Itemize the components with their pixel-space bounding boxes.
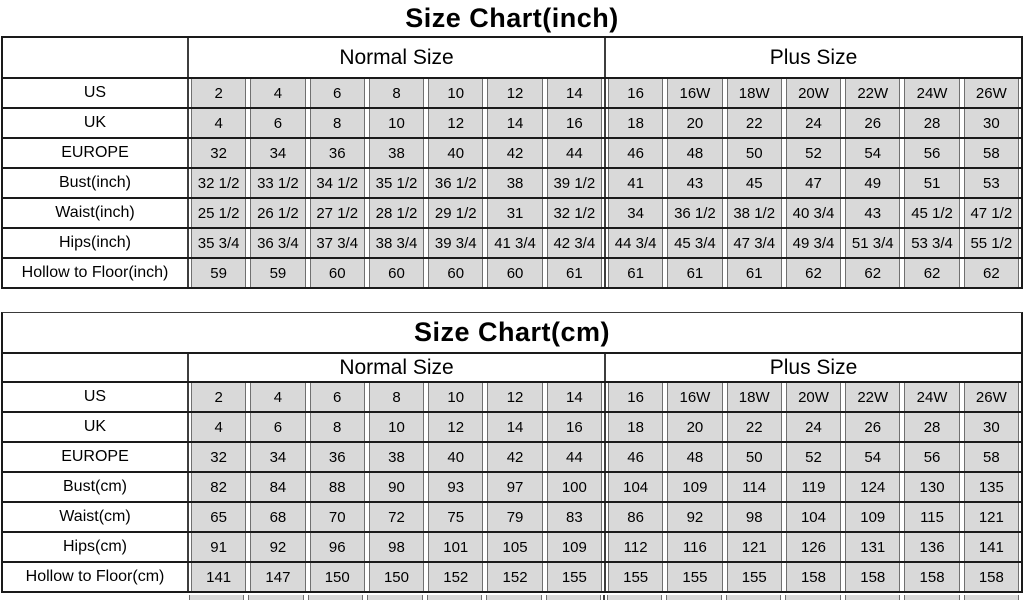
size-cell: 41 bbox=[608, 169, 663, 197]
table-row-hips-cm bbox=[3, 531, 1021, 561]
size-cell: 47 1/2 bbox=[964, 199, 1019, 227]
size-cell: 155 bbox=[727, 563, 782, 591]
cutoff-size-cell bbox=[546, 595, 601, 600]
size-cell: 10 bbox=[369, 413, 424, 441]
size-cell: 60 bbox=[369, 259, 424, 287]
size-cell: 130 bbox=[904, 473, 959, 501]
size-cell: 40 bbox=[428, 139, 483, 167]
size-cell: 109 bbox=[547, 533, 602, 561]
size-cell: 46 bbox=[608, 139, 663, 167]
table-row-us bbox=[3, 77, 1021, 107]
size-cell: 22 bbox=[727, 109, 782, 137]
size-cell: 147 bbox=[250, 563, 305, 591]
size-cell: 4 bbox=[191, 109, 246, 137]
size-cell: 22W bbox=[845, 383, 900, 411]
size-chart-cm-title-band bbox=[1, 312, 1023, 352]
plus-size-group bbox=[604, 139, 1021, 167]
size-cell: 8 bbox=[369, 79, 424, 107]
cutoff-size-cell bbox=[964, 595, 1019, 600]
size-cell: 37 3/4 bbox=[310, 229, 365, 257]
normal-size-group bbox=[189, 443, 604, 471]
size-cell: 131 bbox=[845, 533, 900, 561]
size-cell: 59 bbox=[250, 259, 305, 287]
cutoff-size-cell bbox=[427, 595, 482, 600]
size-cell: 101 bbox=[428, 533, 483, 561]
size-chart-inch-section bbox=[0, 0, 1024, 289]
size-cell: 141 bbox=[191, 563, 246, 591]
size-cell: 45 bbox=[727, 169, 782, 197]
size-cell: 38 bbox=[369, 139, 424, 167]
size-cell: 60 bbox=[487, 259, 542, 287]
table-row-hips-inch bbox=[3, 227, 1021, 257]
size-cell: 12 bbox=[428, 109, 483, 137]
size-cell: 36 3/4 bbox=[250, 229, 305, 257]
size-cell: 26 bbox=[845, 413, 900, 441]
normal-size-group bbox=[189, 473, 604, 501]
size-cell: 4 bbox=[191, 413, 246, 441]
size-cell: 24 bbox=[786, 109, 841, 137]
size-cell: 47 bbox=[786, 169, 841, 197]
corner-cell bbox=[3, 38, 189, 77]
cutoff-size-cell bbox=[666, 595, 721, 600]
size-cell: 44 bbox=[547, 139, 602, 167]
size-cell: 61 bbox=[667, 259, 722, 287]
size-cell: 31 bbox=[487, 199, 542, 227]
size-cell: 50 bbox=[727, 139, 782, 167]
size-cell: 28 bbox=[904, 413, 959, 441]
size-cell: 32 1/2 bbox=[191, 169, 246, 197]
size-cell: 75 bbox=[428, 503, 483, 531]
normal-size-group bbox=[189, 533, 604, 561]
size-cell: 97 bbox=[487, 473, 542, 501]
size-cell: 58 bbox=[964, 443, 1019, 471]
size-cell: 32 bbox=[191, 443, 246, 471]
size-cell: 22W bbox=[845, 79, 900, 107]
plus-size-group bbox=[604, 563, 1021, 591]
size-cell: 96 bbox=[310, 533, 365, 561]
size-cell: 20 bbox=[667, 109, 722, 137]
size-cell: 109 bbox=[845, 503, 900, 531]
row-label: Bust(cm) bbox=[3, 473, 189, 501]
size-cell: 6 bbox=[310, 79, 365, 107]
size-cell: 141 bbox=[964, 533, 1019, 561]
size-cell: 112 bbox=[608, 533, 663, 561]
normal-size-group bbox=[189, 199, 604, 227]
size-chart-inch-table bbox=[1, 36, 1023, 289]
normal-size-group bbox=[189, 563, 604, 591]
cutoff-size-cell bbox=[726, 595, 781, 600]
size-cell: 34 bbox=[250, 443, 305, 471]
row-label: UK bbox=[3, 109, 189, 137]
size-cell: 158 bbox=[904, 563, 959, 591]
size-cell: 4 bbox=[250, 383, 305, 411]
size-cell: 62 bbox=[904, 259, 959, 287]
size-cell: 10 bbox=[428, 79, 483, 107]
size-cell: 56 bbox=[904, 443, 959, 471]
plus-size-group bbox=[604, 413, 1021, 441]
size-cell: 12 bbox=[487, 79, 542, 107]
size-cell: 18 bbox=[608, 413, 663, 441]
size-chart-cm-section bbox=[0, 312, 1024, 593]
size-cell: 10 bbox=[369, 109, 424, 137]
cutoff-size-cell bbox=[607, 595, 662, 600]
size-cell: 26W bbox=[964, 383, 1019, 411]
size-cell: 155 bbox=[667, 563, 722, 591]
normal-size-group bbox=[189, 383, 604, 411]
cutoff-size-cell bbox=[308, 595, 363, 600]
size-cell: 27 1/2 bbox=[310, 199, 365, 227]
cutoff-size-cell bbox=[189, 595, 244, 600]
size-cell: 16W bbox=[667, 383, 722, 411]
group-header-plus-size: Plus Size bbox=[604, 38, 1021, 77]
size-cell: 82 bbox=[191, 473, 246, 501]
normal-size-group bbox=[189, 109, 604, 137]
size-cell: 44 bbox=[547, 443, 602, 471]
size-cell: 91 bbox=[191, 533, 246, 561]
size-cell: 40 3/4 bbox=[786, 199, 841, 227]
size-cell: 38 bbox=[487, 169, 542, 197]
size-cell: 18W bbox=[727, 383, 782, 411]
size-cell: 40 bbox=[428, 443, 483, 471]
size-cell: 35 1/2 bbox=[369, 169, 424, 197]
size-cell: 152 bbox=[428, 563, 483, 591]
size-cell: 45 1/2 bbox=[904, 199, 959, 227]
size-cell: 4 bbox=[250, 79, 305, 107]
table-row-bust-cm bbox=[3, 471, 1021, 501]
size-cell: 119 bbox=[786, 473, 841, 501]
normal-size-group bbox=[189, 503, 604, 531]
cutoff-size-cell bbox=[904, 595, 959, 600]
size-cell: 60 bbox=[428, 259, 483, 287]
size-cell: 18 bbox=[608, 109, 663, 137]
size-cell: 43 bbox=[845, 199, 900, 227]
size-cell: 54 bbox=[845, 443, 900, 471]
plus-size-group bbox=[604, 503, 1021, 531]
size-cell: 158 bbox=[786, 563, 841, 591]
size-cell: 8 bbox=[310, 413, 365, 441]
table-row-uk bbox=[3, 411, 1021, 441]
size-cell: 104 bbox=[786, 503, 841, 531]
size-cell: 32 bbox=[191, 139, 246, 167]
size-cell: 12 bbox=[487, 383, 542, 411]
size-cell: 104 bbox=[608, 473, 663, 501]
size-cell: 86 bbox=[608, 503, 663, 531]
size-cell: 24W bbox=[904, 383, 959, 411]
size-cell: 30 bbox=[964, 413, 1019, 441]
plus-size-group bbox=[604, 473, 1021, 501]
size-cell: 34 1/2 bbox=[310, 169, 365, 197]
size-cell: 38 bbox=[369, 443, 424, 471]
normal-size-group bbox=[189, 229, 604, 257]
size-cell: 8 bbox=[310, 109, 365, 137]
cutoff-size-cell bbox=[248, 595, 303, 600]
size-cell: 61 bbox=[727, 259, 782, 287]
size-cell: 51 bbox=[904, 169, 959, 197]
size-cell: 60 bbox=[310, 259, 365, 287]
size-cell: 121 bbox=[727, 533, 782, 561]
row-label: Hollow to Floor(cm) bbox=[3, 563, 189, 591]
group-header-row bbox=[3, 354, 1021, 381]
size-cell: 35 3/4 bbox=[191, 229, 246, 257]
size-cell: 48 bbox=[667, 443, 722, 471]
size-cell: 109 bbox=[667, 473, 722, 501]
size-cell: 100 bbox=[547, 473, 602, 501]
size-cell: 12 bbox=[428, 413, 483, 441]
size-cell: 45 3/4 bbox=[667, 229, 722, 257]
plus-size-group bbox=[604, 443, 1021, 471]
row-label: EUROPE bbox=[3, 443, 189, 471]
size-cell: 34 bbox=[250, 139, 305, 167]
size-cell: 83 bbox=[547, 503, 602, 531]
row-label: Waist(cm) bbox=[3, 503, 189, 531]
size-cell: 50 bbox=[727, 443, 782, 471]
size-cell: 155 bbox=[547, 563, 602, 591]
size-cell: 46 bbox=[608, 443, 663, 471]
size-cell: 115 bbox=[904, 503, 959, 531]
size-cell: 34 bbox=[608, 199, 663, 227]
size-cell: 20W bbox=[786, 79, 841, 107]
row-label: Hips(cm) bbox=[3, 533, 189, 561]
size-cell: 8 bbox=[369, 383, 424, 411]
size-cell: 51 3/4 bbox=[845, 229, 900, 257]
size-cell: 33 1/2 bbox=[250, 169, 305, 197]
size-cell: 48 bbox=[667, 139, 722, 167]
size-cell: 121 bbox=[964, 503, 1019, 531]
plus-size-group bbox=[604, 533, 1021, 561]
size-cell: 65 bbox=[191, 503, 246, 531]
group-header-row bbox=[3, 38, 1021, 77]
plus-size-group bbox=[604, 169, 1021, 197]
table-row-waist-inch bbox=[3, 197, 1021, 227]
cutoff-size-cell bbox=[845, 595, 900, 600]
row-label: UK bbox=[3, 413, 189, 441]
row-label: EUROPE bbox=[3, 139, 189, 167]
size-cell: 47 3/4 bbox=[727, 229, 782, 257]
size-cell: 88 bbox=[310, 473, 365, 501]
size-cell: 43 bbox=[667, 169, 722, 197]
group-header-normal-size: Normal Size bbox=[189, 354, 604, 381]
cutoff-size-cell bbox=[367, 595, 422, 600]
size-cell: 158 bbox=[964, 563, 1019, 591]
plus-size-group bbox=[604, 109, 1021, 137]
size-cell: 53 3/4 bbox=[904, 229, 959, 257]
size-cell: 6 bbox=[250, 109, 305, 137]
size-cell: 72 bbox=[369, 503, 424, 531]
table-row-hollow-to-floor-inch bbox=[3, 257, 1021, 287]
size-cell: 152 bbox=[487, 563, 542, 591]
size-cell: 70 bbox=[310, 503, 365, 531]
size-cell: 61 bbox=[547, 259, 602, 287]
size-cell: 42 bbox=[487, 443, 542, 471]
size-cell: 42 3/4 bbox=[547, 229, 602, 257]
size-cell: 150 bbox=[369, 563, 424, 591]
size-cell: 38 1/2 bbox=[727, 199, 782, 227]
size-cell: 6 bbox=[310, 383, 365, 411]
size-cell: 79 bbox=[487, 503, 542, 531]
row-label: Hips(inch) bbox=[3, 229, 189, 257]
normal-size-group bbox=[189, 413, 604, 441]
size-cell: 49 bbox=[845, 169, 900, 197]
plus-size-group bbox=[604, 259, 1021, 287]
size-cell: 124 bbox=[845, 473, 900, 501]
size-cell: 135 bbox=[964, 473, 1019, 501]
size-cell: 59 bbox=[191, 259, 246, 287]
size-cell: 28 1/2 bbox=[369, 199, 424, 227]
size-cell: 92 bbox=[250, 533, 305, 561]
size-cell: 38 3/4 bbox=[369, 229, 424, 257]
size-cell: 93 bbox=[428, 473, 483, 501]
size-cell: 39 1/2 bbox=[547, 169, 602, 197]
size-cell: 55 1/2 bbox=[964, 229, 1019, 257]
size-cell: 26W bbox=[964, 79, 1019, 107]
group-header-normal-size: Normal Size bbox=[189, 38, 604, 77]
size-cell: 30 bbox=[964, 109, 1019, 137]
size-cell: 68 bbox=[250, 503, 305, 531]
size-cell: 36 bbox=[310, 443, 365, 471]
table-row-uk bbox=[3, 107, 1021, 137]
size-cell: 92 bbox=[667, 503, 722, 531]
row-label: Bust(inch) bbox=[3, 169, 189, 197]
size-cell: 114 bbox=[727, 473, 782, 501]
size-cell: 24 bbox=[786, 413, 841, 441]
size-cell: 16 bbox=[608, 79, 663, 107]
size-cell: 105 bbox=[487, 533, 542, 561]
plus-size-group bbox=[604, 199, 1021, 227]
size-cell: 2 bbox=[191, 383, 246, 411]
size-cell: 98 bbox=[727, 503, 782, 531]
cutoff-cell-group bbox=[603, 595, 1021, 600]
size-cell: 158 bbox=[845, 563, 900, 591]
size-cell: 39 3/4 bbox=[428, 229, 483, 257]
size-cell: 61 bbox=[608, 259, 663, 287]
size-cell: 150 bbox=[310, 563, 365, 591]
size-cell: 41 3/4 bbox=[487, 229, 542, 257]
size-cell: 14 bbox=[487, 109, 542, 137]
table-row-bust-inch bbox=[3, 167, 1021, 197]
size-cell: 136 bbox=[904, 533, 959, 561]
table-row-us bbox=[3, 381, 1021, 411]
size-cell: 22 bbox=[727, 413, 782, 441]
cutoff-partial-row bbox=[3, 595, 1021, 600]
size-cell: 16 bbox=[547, 413, 602, 441]
group-header-plus-size: Plus Size bbox=[604, 354, 1021, 381]
size-cell: 44 3/4 bbox=[608, 229, 663, 257]
size-cell: 2 bbox=[191, 79, 246, 107]
size-cell: 62 bbox=[845, 259, 900, 287]
size-cell: 56 bbox=[904, 139, 959, 167]
size-cell: 14 bbox=[487, 413, 542, 441]
size-cell: 36 1/2 bbox=[667, 199, 722, 227]
plus-size-group bbox=[604, 383, 1021, 411]
size-cell: 36 1/2 bbox=[428, 169, 483, 197]
size-cell: 29 1/2 bbox=[428, 199, 483, 227]
size-cell: 24W bbox=[904, 79, 959, 107]
cutoff-cell-group bbox=[187, 595, 603, 600]
size-cell: 14 bbox=[547, 383, 602, 411]
table-row-europe bbox=[3, 137, 1021, 167]
size-chart-inch-title: Size Chart(inch) bbox=[405, 3, 619, 33]
size-cell: 53 bbox=[964, 169, 1019, 197]
size-cell: 36 bbox=[310, 139, 365, 167]
size-cell: 58 bbox=[964, 139, 1019, 167]
size-chart-cm-table bbox=[1, 352, 1023, 593]
table-row-europe bbox=[3, 441, 1021, 471]
normal-size-group bbox=[189, 259, 604, 287]
normal-size-group bbox=[189, 169, 604, 197]
size-cell: 155 bbox=[608, 563, 663, 591]
size-cell: 16 bbox=[547, 109, 602, 137]
size-cell: 42 bbox=[487, 139, 542, 167]
normal-size-group bbox=[189, 139, 604, 167]
size-cell: 126 bbox=[786, 533, 841, 561]
cutoff-size-cell bbox=[486, 595, 541, 600]
size-cell: 84 bbox=[250, 473, 305, 501]
row-label-spacer bbox=[3, 595, 187, 600]
size-cell: 98 bbox=[369, 533, 424, 561]
size-cell: 20W bbox=[786, 383, 841, 411]
plus-size-group bbox=[604, 229, 1021, 257]
size-cell: 52 bbox=[786, 443, 841, 471]
size-cell: 26 bbox=[845, 109, 900, 137]
size-cell: 49 3/4 bbox=[786, 229, 841, 257]
row-label: Hollow to Floor(inch) bbox=[3, 259, 189, 287]
size-cell: 18W bbox=[727, 79, 782, 107]
size-cell: 54 bbox=[845, 139, 900, 167]
size-chart-cm-title: Size Chart(cm) bbox=[413, 317, 611, 347]
plus-size-group bbox=[604, 79, 1021, 107]
row-label: Waist(inch) bbox=[3, 199, 189, 227]
size-cell: 28 bbox=[904, 109, 959, 137]
size-cell: 6 bbox=[250, 413, 305, 441]
size-cell: 16W bbox=[667, 79, 722, 107]
size-cell: 16 bbox=[608, 383, 663, 411]
size-cell: 10 bbox=[428, 383, 483, 411]
size-cell: 116 bbox=[667, 533, 722, 561]
table-row-hollow-to-floor-cm bbox=[3, 561, 1021, 591]
normal-size-group bbox=[189, 79, 604, 107]
size-cell: 20 bbox=[667, 413, 722, 441]
cutoff-size-cell bbox=[785, 595, 840, 600]
row-label: US bbox=[3, 79, 189, 107]
size-cell: 32 1/2 bbox=[547, 199, 602, 227]
size-cell: 25 1/2 bbox=[191, 199, 246, 227]
size-cell: 52 bbox=[786, 139, 841, 167]
corner-cell bbox=[3, 354, 189, 381]
size-cell: 14 bbox=[547, 79, 602, 107]
size-cell: 62 bbox=[964, 259, 1019, 287]
size-cell: 90 bbox=[369, 473, 424, 501]
row-label: US bbox=[3, 383, 189, 411]
table-row-waist-cm bbox=[3, 501, 1021, 531]
size-cell: 62 bbox=[786, 259, 841, 287]
size-cell: 26 1/2 bbox=[250, 199, 305, 227]
